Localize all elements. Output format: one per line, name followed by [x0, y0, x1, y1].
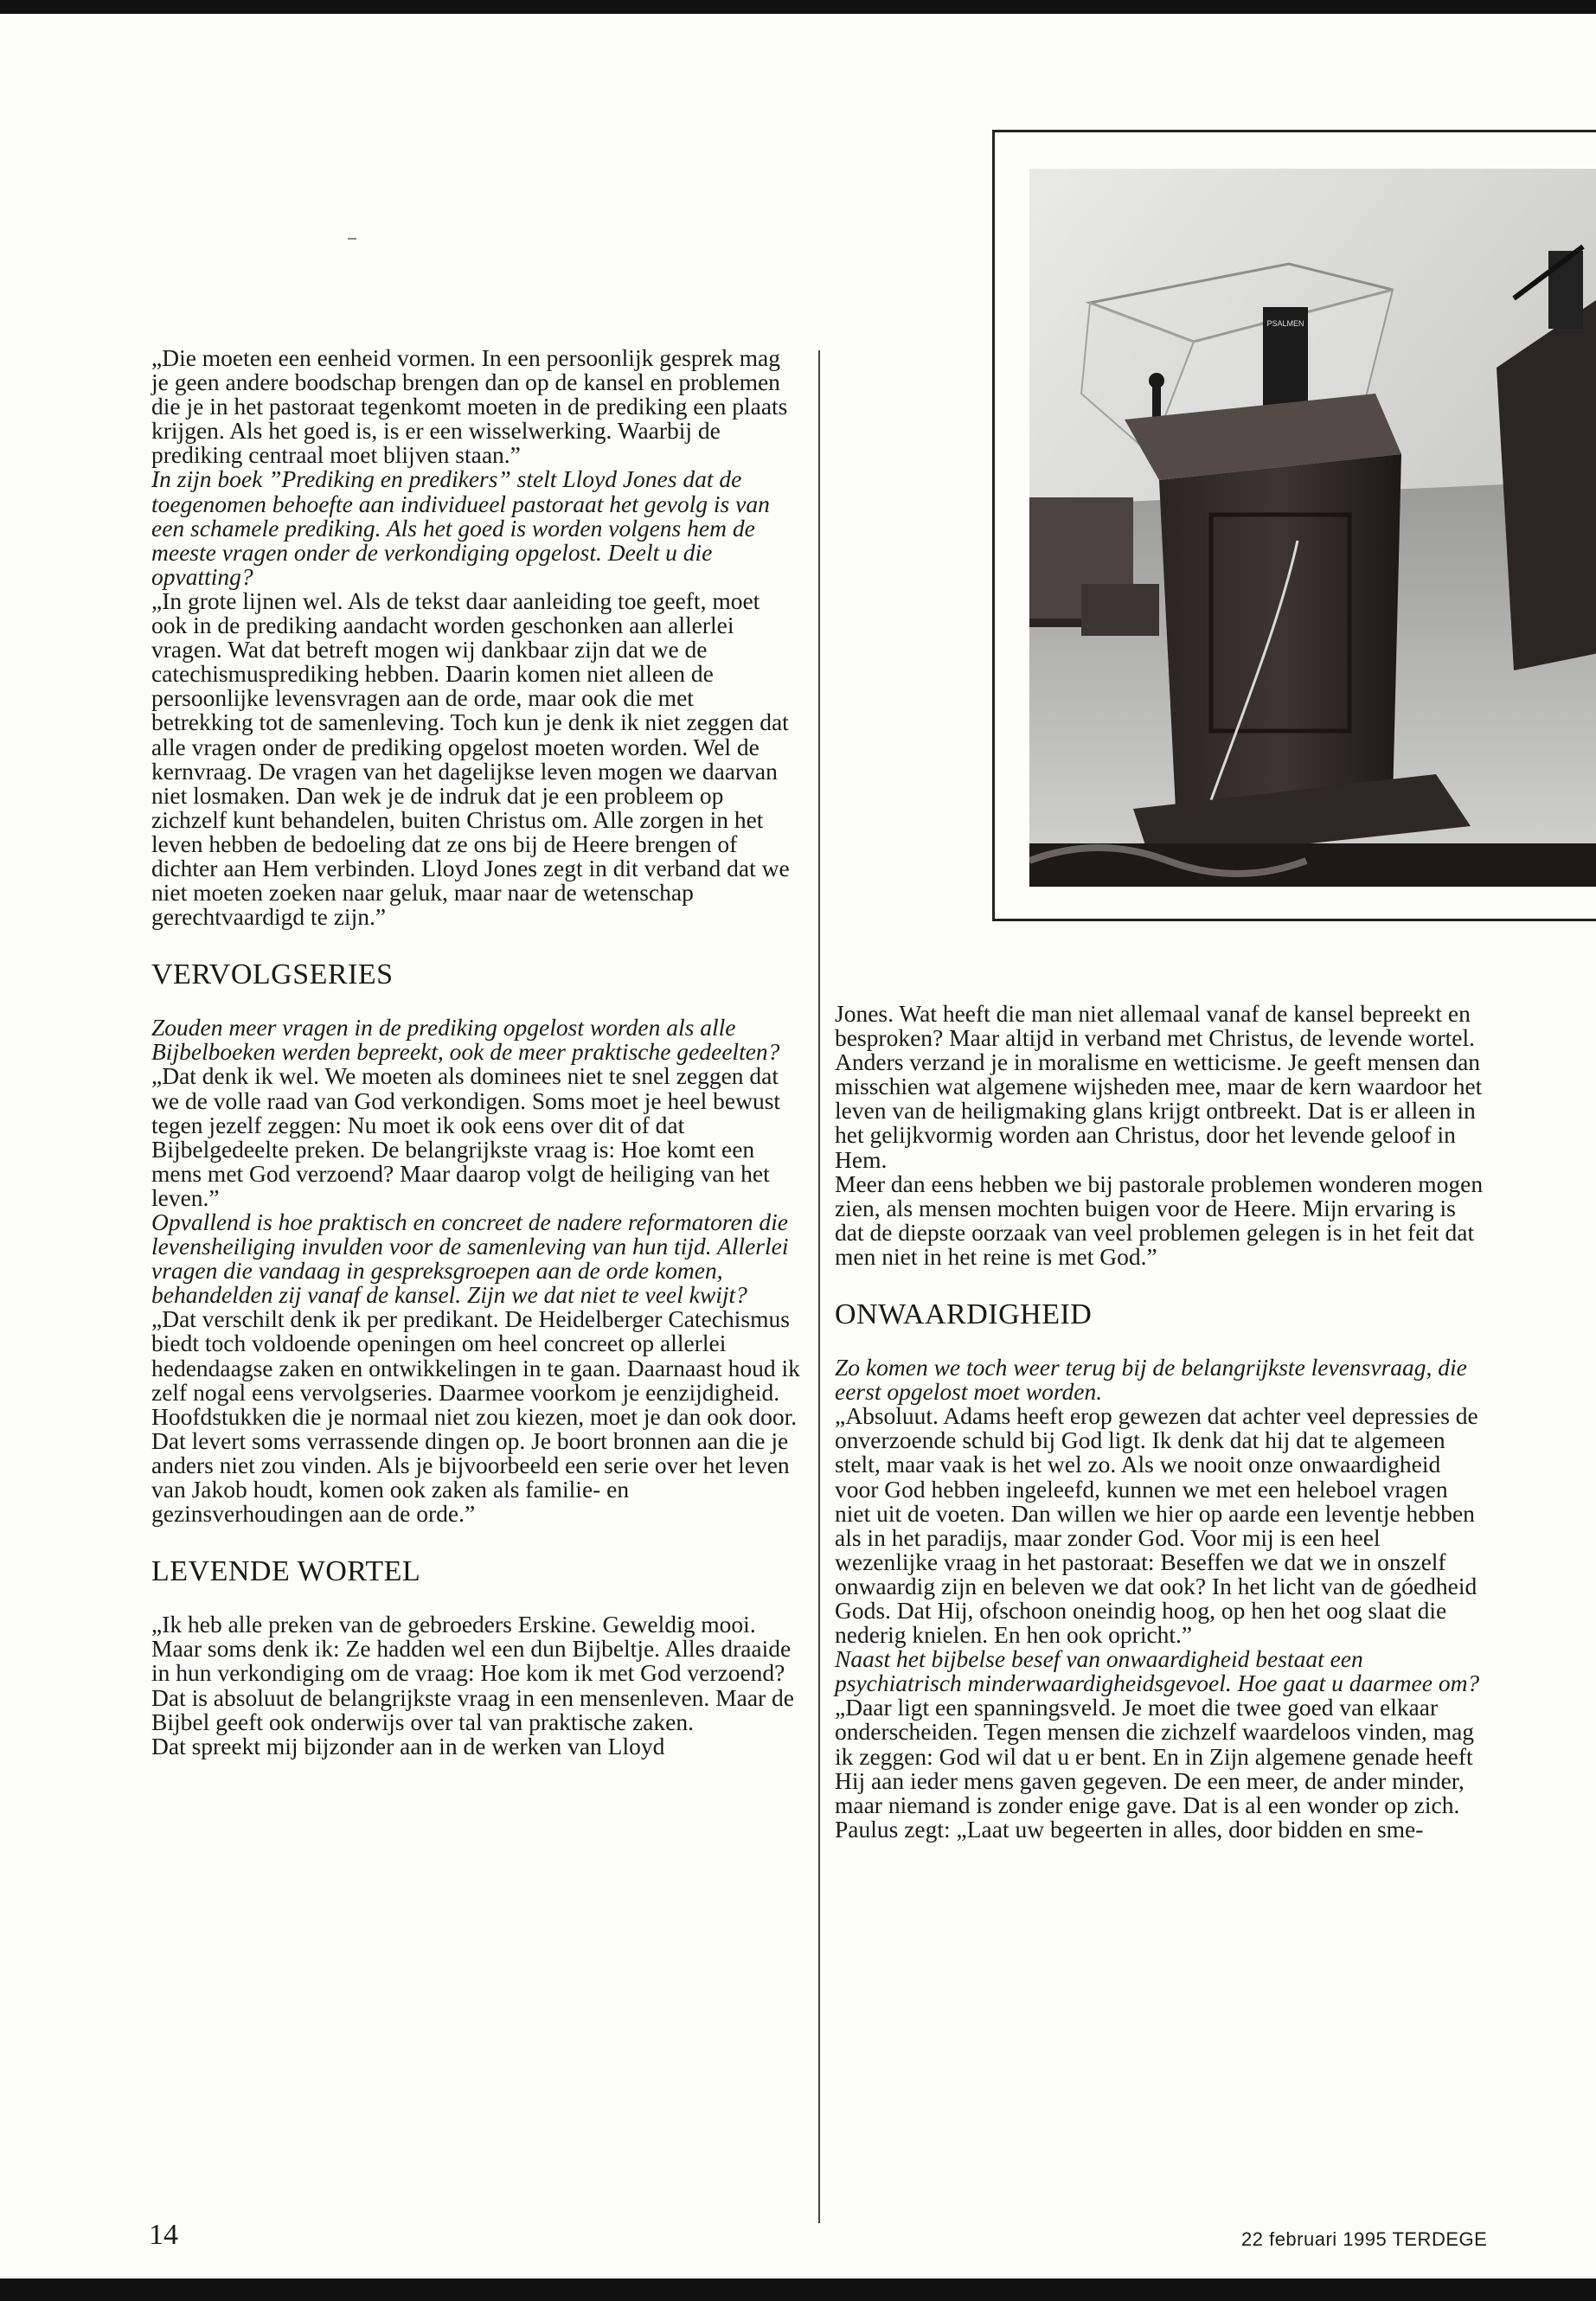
paragraph: „Dat denk ik wel. We moeten als dominees niet te snel zeggen dat we de volle raad van God verkondigen. Soms moet je heel bewust tegen jezelf zeggen: Nu moet ik ook eens over dit of dat Bijbelgedeelte preken. De belangrijkste vraag is: Hoe komt een mens met God verzoend? Maar daarop volgt de heiliging van het leven.”	[151, 1062, 781, 1211]
paragraph: „Die moeten een eenheid vormen. In een persoonlijk gesprek mag je geen andere boodschap brengen dan op de kansel en problemen die je in het pastoraat tegenkomt moeten in de prediking een plaats krijgen. Als het goed is, is er een wisselwerking. Waarbij de prediking centraal moet blijven staan.”	[151, 344, 788, 469]
left-column	[151, 346, 800, 1759]
bottom-rule	[0, 2279, 1596, 2301]
paragraph: Jones. Wat heeft die man niet allemaal vanaf de kansel bepreekt en besproken? Maar altijd in verband met Christus, de levende wortel. Anders verzand je in moralisme en wetticisme. Je geeft mensen dan misschien wat algemene wijsheden mee, maar de kern waardoor het leven van de heiligmaking glans krijgt ontbreekt. Dat is er alleen in het gelijkvormig worden aan Christus, door het levende geloof in Hem.	[835, 1000, 1483, 1173]
section-heading: VERVOLGSERIES	[151, 958, 394, 991]
stray-mark	[348, 238, 356, 240]
interview-question: Zo komen we toch weer terug bij de belangrijkste levensvraag, die eerst opgelost moet worden.	[835, 1354, 1467, 1406]
pulpit-photo	[1029, 169, 1596, 887]
paragraph: Meer dan eens hebben we bij pastorale problemen wonderen mogen zien, als mensen mochten buigen voor de Heere. Mijn ervaring is dat de diepste oorzaak van veel problemen gelegen is in het feit dat men niet in het reine is met God.”	[835, 1170, 1484, 1270]
interview-question: Naast het bijbelse besef van onwaardigheid bestaat een psychiatrisch minderwaardigheidsgevoel. Hoe gaat u daarmee om?	[835, 1645, 1480, 1697]
paragraph: Dat spreekt mij bijzonder aan in de werken van Lloyd	[151, 1732, 665, 1759]
paragraph: „Daar ligt een spanningsveld. Je moet die twee goed van elkaar onderscheiden. Tegen mensen die zichzelf waardeloos vinden, mag ik zeggen: God wil dat u er bent. En in Zijn algemene genade heeft Hij aan ieder mens gaven gegeven. De een meer, de ander minder, maar niemand is zonder enige gave. Dat is al een wonder op zich. Paulus zegt: „Laat uw begeerten in alles, door bidden en sme-	[835, 1694, 1475, 1843]
section-heading: ONWAARDIGHEID	[835, 1298, 1093, 1331]
paragraph: „In grote lijnen wel. Als de tekst daar aanleiding toe geeft, moet ook in de prediking aandacht worden geschonken aan allerlei vragen. Wat dat betreft mogen wij dankbaar zijn dat we de catechismusprediking hebben. Daarin komen niet alleen de persoonlijke levensvragen aan de orde, maar ook die met betrekking tot de samenleving. Toch kun je denk ik niet zeggen dat alle vragen onder de prediking opgelost moeten worden. Wel de kernvraag. De vragen van het dagelijkse leven mogen we daarvan niet losmaken. Dan wek je de indruk dat je een probleem op zichzelf kunt behandelen, buiten Christus om. Alle zorgen in het leven hebben de bedoeling dat ze ons bij de Heere brengen of dichter aan Hem verbinden. Lloyd Jones zegt in dit verband dat we niet moeten zoeken naar geluk, maar naar de wetenschap gerechtvaardigd te zijn.”	[151, 586, 790, 931]
page-number: 14	[149, 2219, 178, 2251]
psalm-board-text: PSALMEN	[1266, 319, 1304, 328]
interview-question: Opvallend is hoe praktisch en concreet de nadere reformatoren die levensheiliging invulden voor de samenleving van hun tijd. Allerlei vragen die vandaag in gespreksgroepen aan de orde komen, behandelden zij vanaf de kansel. Zijn we dat niet te veel kwijt?	[151, 1208, 789, 1309]
right-column	[835, 1002, 1484, 1842]
interview-question: Zouden meer vragen in de prediking opgelost worden als alle Bijbelboeken werden bepreekt, ook de meer praktische gedeelten?	[151, 1014, 780, 1066]
interview-question: In zijn boek ”Prediking en predikers” stelt Lloyd Jones dat de toegenomen behoefte aan individueel pastoraat het gevolg is van een schamele prediking. Als het goed is worden volgens hem de meeste vragen onder de verkondiging opgelost. Deelt u die opvatting?	[151, 465, 770, 590]
issue-label: 22 februari 1995 TERDEGE	[1241, 2228, 1488, 2250]
paragraph: „Ik heb alle preken van de gebroeders Erskine. Geweldig mooi. Maar soms denk ik: Ze hadden wel een dun Bijbeltje. Alles draaide in hun verkondiging om de vraag: Hoe kom ik met God verzoend? Dat is absoluut de belangrijkste vraag in een mensenleven. Maar de Bijbel geeft ook onderwijs over tal van praktische zaken.	[151, 1611, 795, 1735]
section-heading: LEVENDE WORTEL	[151, 1555, 421, 1588]
paragraph: „Dat verschilt denk ik per predikant. De Heidelberger Catechismus biedt toch voldoende openingen om heel concreet op allerlei hedendaagse zaken en ontwikkelingen in te gaan. Daarnaast houd ik zelf nogal eens vervolgseries. Daarmee voorkom je eenzijdigheid. Hoofdstukken die je normaal niet zou kiezen, moet je dan ook door. Dat levert soms verrassende dingen op. Je boort bronnen aan die je anders niet zou vinden. Als je bijvoorbeeld een serie over het leven van Jakob houdt, komen ook zaken als familie- en gezinsverhoudingen aan de orde.”	[151, 1305, 800, 1528]
paragraph: „Absoluut. Adams heeft erop gewezen dat achter veel depressies de onverzoende schuld bij God ligt. Ik denk dat hij dat te algemeen stelt, maar vaak is het wel zo. Als we nooit onze onwaardigheid voor God hebben ingeleefd, kunnen we met een heleboel vragen niet uit de voeten. Dan willen we hier op aarde een leventje hebben als in het paradijs, maar zonder God. Voor mij is een heel wezenlijke vraag in het pastoraat: Beseffen we dat we in onszelf onwaardig zijn en beleven we dat ook? In het licht van de góedheid Gods. Dat Hij, ofschoon oneindig hoog, op hen het oog slaat die nederig knielen. En hen ook opricht.”	[835, 1402, 1478, 1649]
top-rule	[0, 0, 1596, 14]
column-divider	[818, 350, 820, 2223]
photo-frame	[992, 130, 1596, 921]
